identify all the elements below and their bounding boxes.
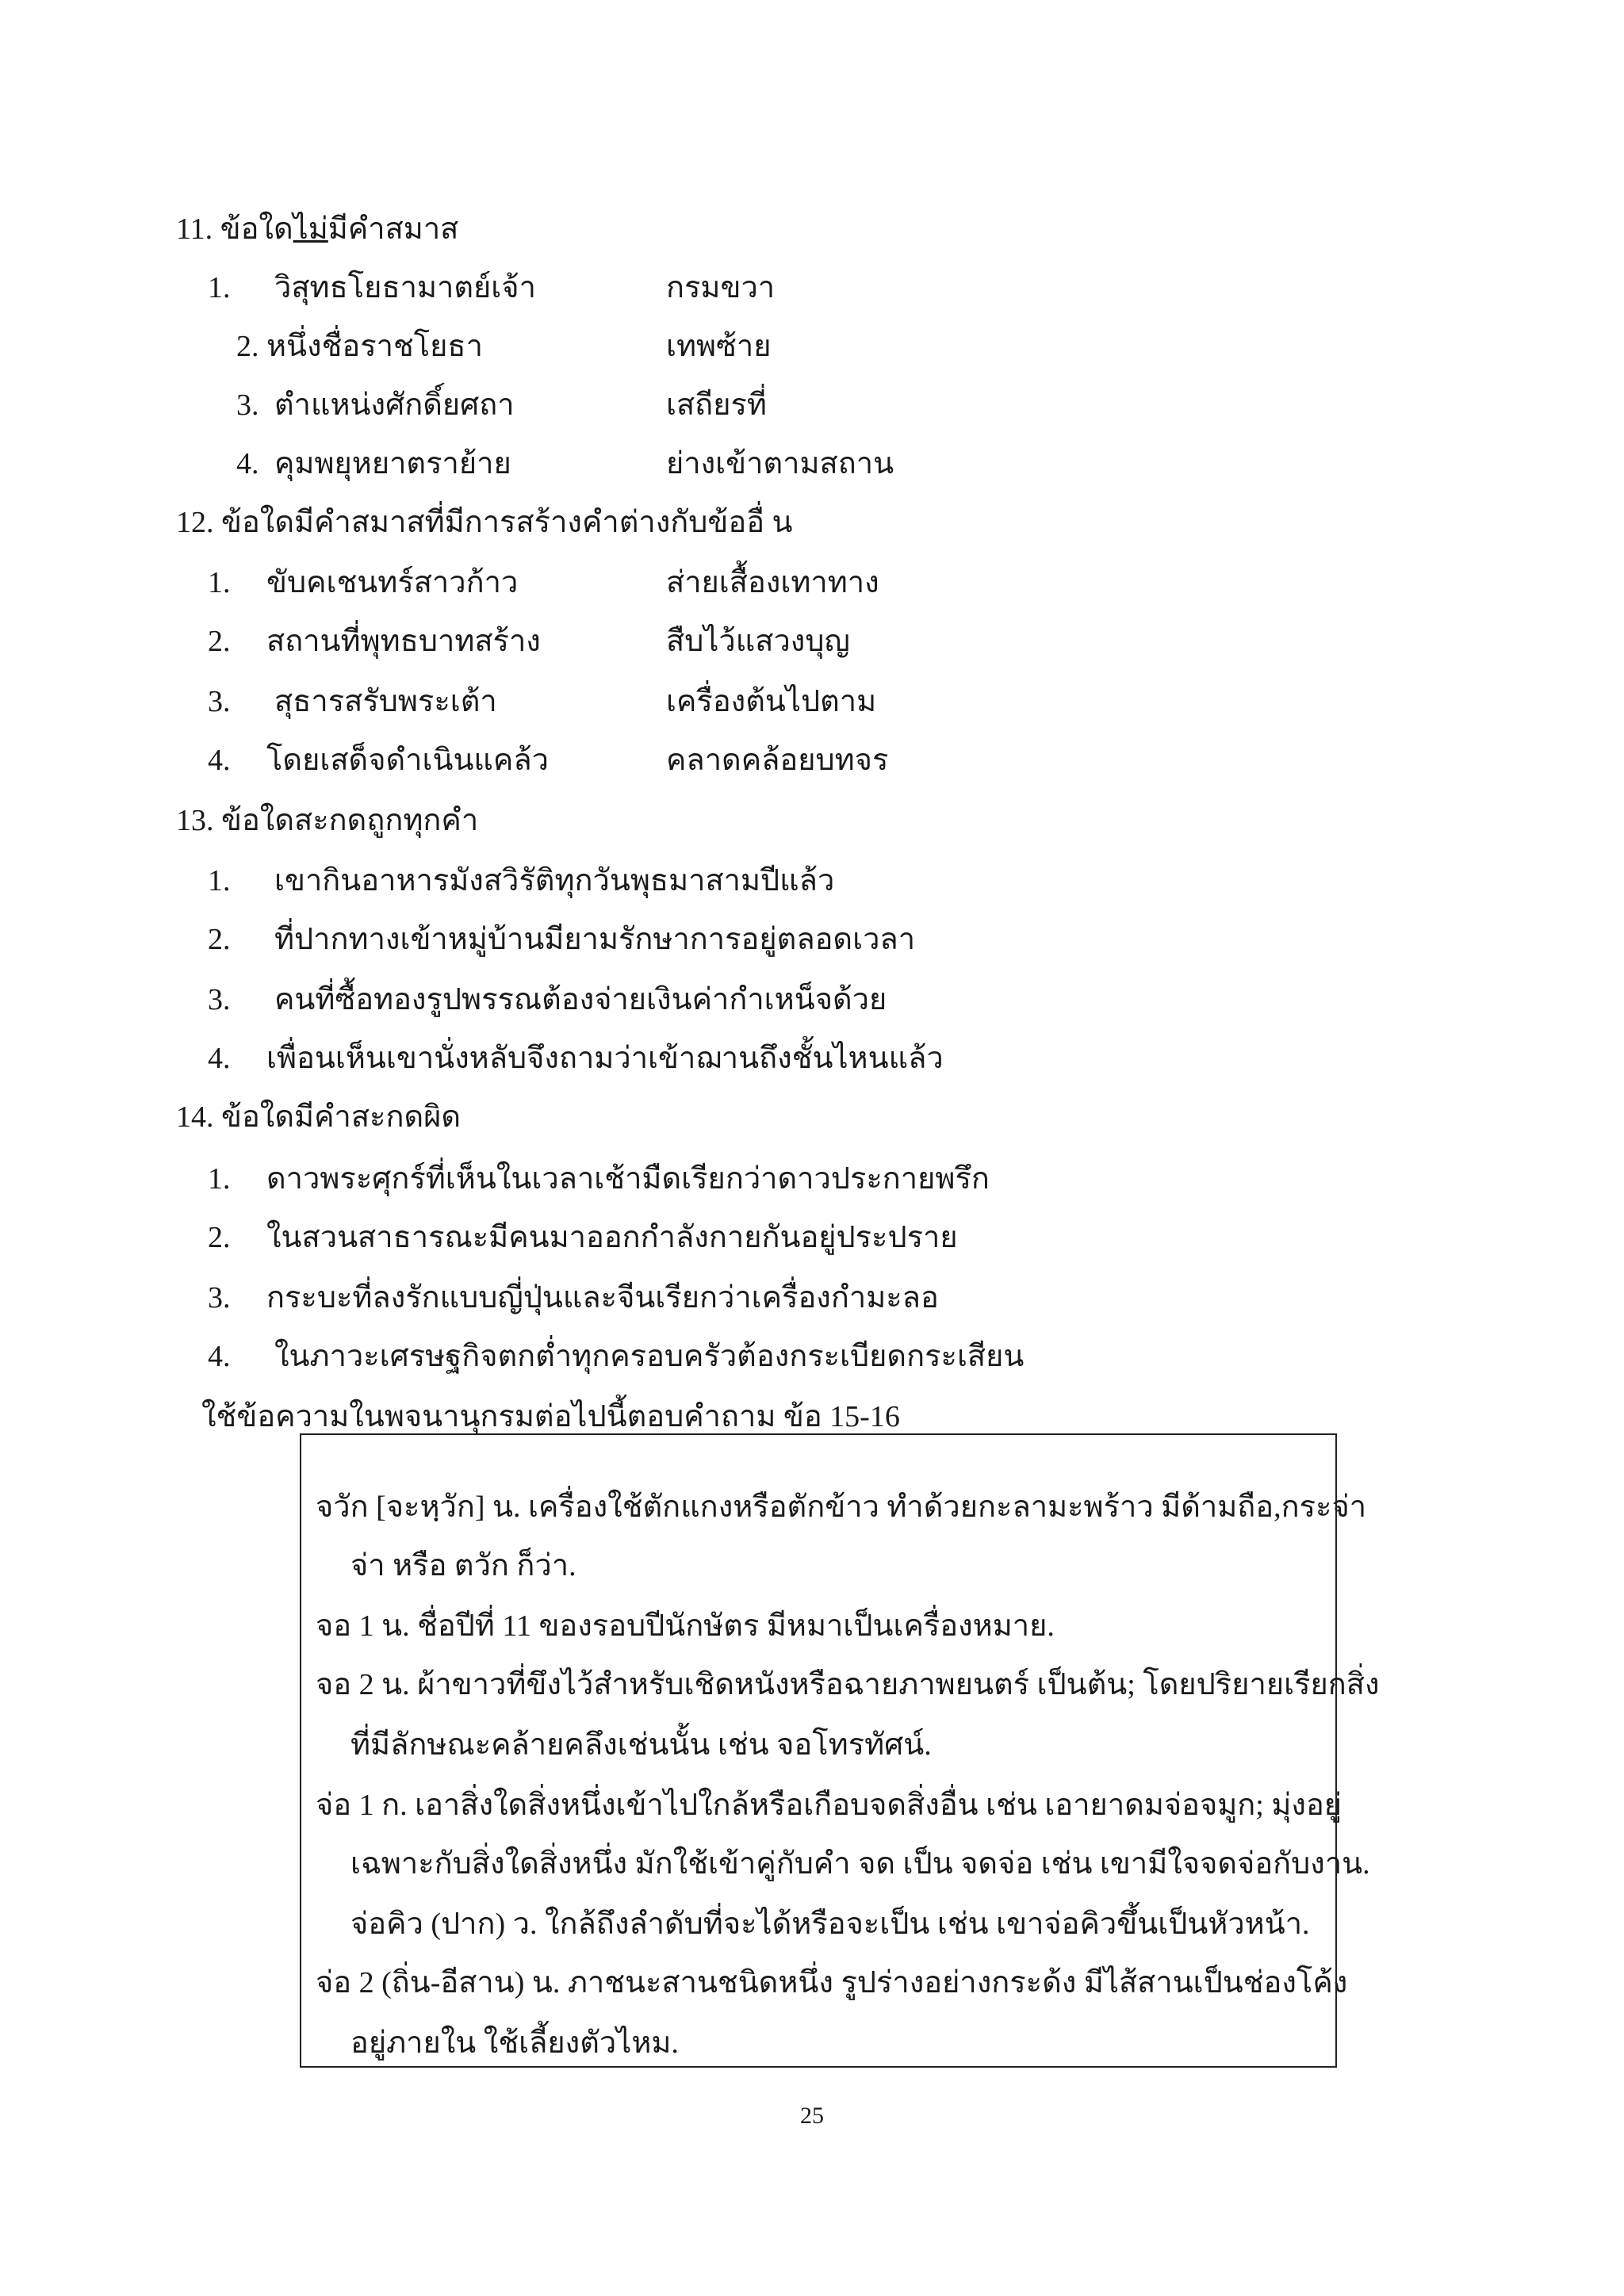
- dictionary-line: จ่อ 2 (ถิ่น-อีสาน) น. ภาชนะสานชนิดหนึ่ง รูปร่างอย่างกระด้ง มีไส้สานเป็นช่องโค้ง: [316, 1966, 1348, 1999]
- dictionary-line: จอ 1 น. ชื่อปีที่ 11 ของรอบปีนักษัตร มีหมาเป็นเครื่องหมาย.: [316, 1609, 1055, 1643]
- dictionary-line: จ่อคิว (ปาก) ว. ใกล้ถึงลำดับที่จะได้หรือจะเป็น เช่น เขาจ่อคิวขึ้นเป็นหัวหน้า.: [350, 1908, 1310, 1941]
- q14-heading: 14. ข้อใดมีคำสะกดผิด: [176, 1100, 462, 1134]
- dictionary-line: ที่มีลักษณะคล้ายคลึงเช่นนั้น เช่น จอโทรทัศน์.: [350, 1728, 932, 1762]
- dictionary-line: จวัก [จะหฺวัก] น. เครื่องใช้ตักแกงหรือตักข้าว ทำด้วยกะลามะพร้าว มีด้ามถือ,กระจ่า: [316, 1490, 1367, 1524]
- instruction-text: ใช้ข้อความในพจนานุกรมต่อไปนี้ตอบคำถาม ข้อ 15-16: [201, 1400, 900, 1433]
- document-page: 11. ข้อใดไม่มีคำสมาส 1. วิสุทธโยธามาตย์เจ้า กรมขวา 2. หนึ่งชื่อราชโยธา เทพซ้าย 3. ตำแหน่งศักดิ์ยศถา เสถียรที่ 4. คุมพยุหยาตราย้าย ย่างเข้าตามสถาน 12. ข้อใดมีคำสมาสที่มีการสร้างคำต่างกับข้ออื่ น 1. ขับคเชนทร์สาวก้าว ส่ายเสื้องเทาทาง 2. สถานที่พุทธบาทสร้าง สืบไว้แสวงบุญ 3. สุธารสรับพระเต้า เครื่องต้นไปตาม 4. โดยเสด็จดำเนินแคล้ว คลาดคล้อยบทจร 13. ข้อใดสะกดถูกทุกคำ 1. เขากินอาหารมังสวิรัติทุกวันพุธมาสามปีแล้ว 2. ที่ปากทางเข้าหมู่บ้านมียามรักษาการอยู่ตลอดเวลา 3. คนที่ซื้อทองรูปพรรณต้องจ่ายเงินค่ากำเหน็จด้วย 4. เพื่อนเห็นเขานั่งหลับจึงถามว่าเข้าฌานถึงชั้นไหนแล้ว 14. ข้อใดมีคำสะกดผิด 1. ดาวพระศุกร์ที่เห็นในเวลาเช้ามืดเรียกว่าดาวประกายพรึก 2. ในสวนสาธารณะมีคนมาออกกำลังกายกันอยู่ประปราย 3. กระบะที่ลงรักแบบญี่ปุ่นและจีนเรียกว่าเครื่องกำมะลอ 4. ในภาวะเศรษฐกิจตกต่ำทุกครอบครัวต้องกระเบียดกระเสียน ใช้ข้อความในพจนานุกรมต่อไปนี้ตอบคำถาม ข้อ 15-16 จวัก [จะหฺวัก] น. เครื่องใช้ตักแกงหรือตักข้าว ทำด้วยกะลามะพร้าว มีด้ามถือ,กระจ่า จ่า หรือ ตวัก ก็ว่า. จอ 1 น. ชื่อปีที่ 11 ของรอบปีนักษัตร มีหมาเป็นเครื่องหมาย. จอ 2 น. ผ้าขาวที่ขึงไว้สำหรับเชิดหนังหรือฉายภาพยนตร์ เป็นต้น; โดยปริยายเรียกสิ่ง ที่มีลักษณะคล้ายคลึงเช่นนั้น เช่น จอโทรทัศน์. จ่อ 1 ก. เอาสิ่งใดสิ่งหนึ่งเข้าไปใกล้หรือเกือบจดสิ่งอื่น เช่น เอายาดมจ่อจมูก; มุ่งอยู่ เฉพาะกับสิ่งใดสิ่งหนึ่ง มักใช้เข้าคู่กับคำ จด เป็น จดจ่อ เช่น เขามีใจจดจ่อกับงาน. จ่อคิว (ปาก) ว. ใกล้ถึงลำดับที่จะได้หรือจะเป็น เช่น เขาจ่อคิวขึ้นเป็นหัวหน้า. จ่อ 2 (ถิ่น-อีสาน) น. ภาชนะสานชนิดหนึ่ง รูปร่างอย่างกระด้ง มีไส้สานเป็นช่องโค้ง อยู่ภายใน ใช้เลี้ยงตัวไหม. 25: [0, 0, 1624, 2296]
- q11-heading: 11. ข้อใดไม่มีคำสมาส: [176, 212, 459, 246]
- q11-heading-underlined: ไม่: [293, 212, 328, 246]
- dictionary-line: เฉพาะกับสิ่งใดสิ่งหนึ่ง มักใช้เข้าคู่กับคำ จด เป็น จดจ่อ เช่น เขามีใจจดจ่อกับงาน.: [350, 1847, 1370, 1881]
- page-number: 25: [800, 2103, 824, 2129]
- dictionary-line: จ่า หรือ ตวัก ก็ว่า.: [350, 1549, 576, 1582]
- q13-heading: 13. ข้อใดสะกดถูกทุกคำ: [176, 804, 479, 837]
- dictionary-line: จอ 2 น. ผ้าขาวที่ขึงไว้สำหรับเชิดหนังหรือฉายภาพยนตร์ เป็นต้น; โดยปริยายเรียกสิ่ง: [316, 1668, 1380, 1701]
- q12-heading: 12. ข้อใดมีคำสมาสที่มีการสร้างคำต่างกับข้ออื่ น: [176, 506, 793, 539]
- dictionary-line: จ่อ 1 ก. เอาสิ่งใดสิ่งหนึ่งเข้าไปใกล้หรือเกือบจดสิ่งอื่น เช่น เอายาดมจ่อจมูก; มุ่งอยู่: [316, 1789, 1342, 1822]
- dictionary-line: อยู่ภายใน ใช้เลี้ยงตัวไหม.: [350, 2026, 679, 2060]
